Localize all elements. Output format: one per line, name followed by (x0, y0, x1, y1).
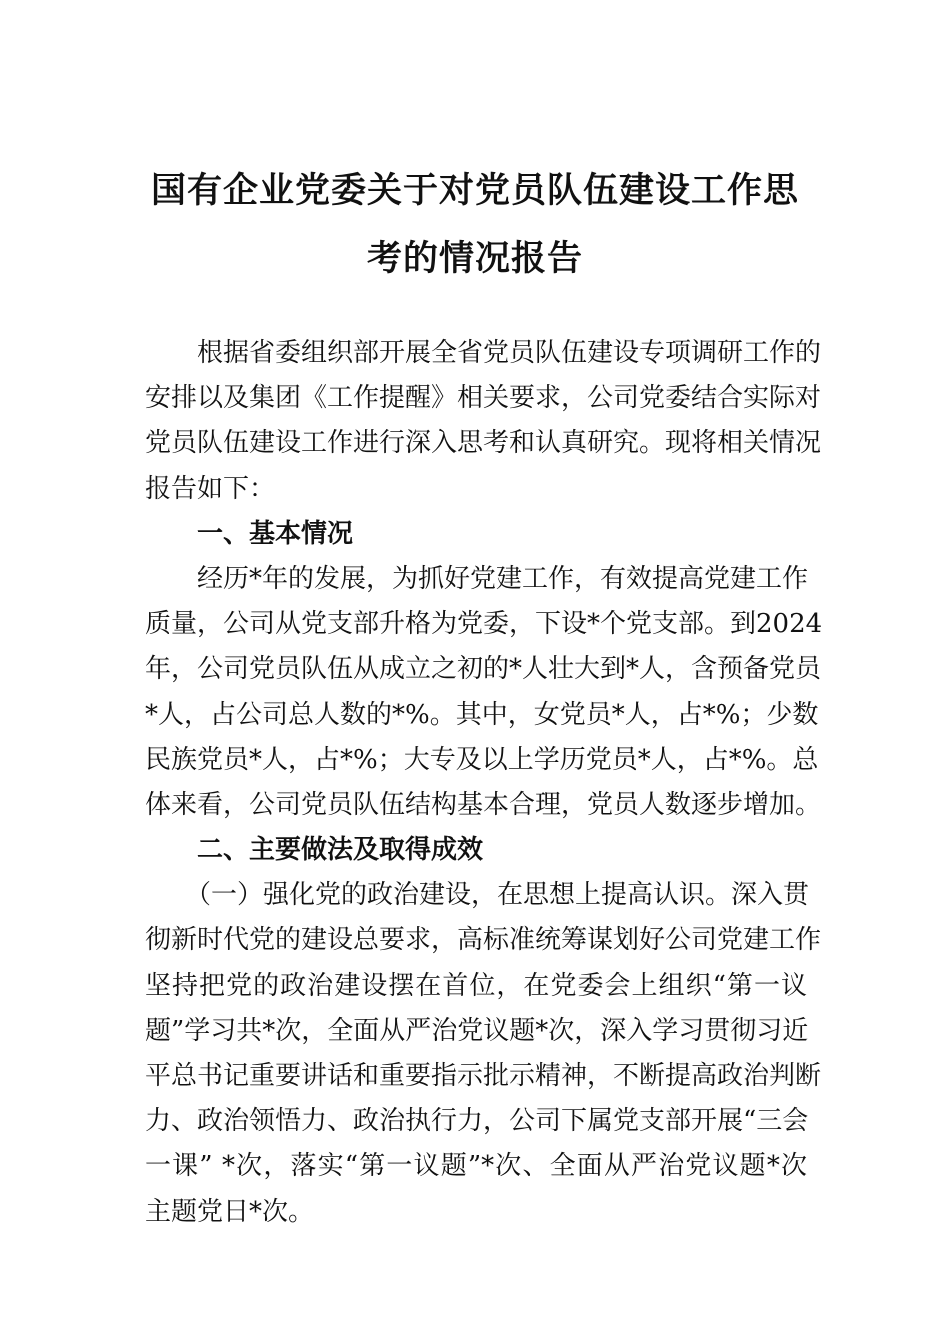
paragraph-line: 安排以及集团《工作提醒》相关要求，公司党委结合实际对 (145, 383, 822, 414)
paragraph-line: 主题党日*次。 (145, 1196, 315, 1227)
paragraph-line: 力、政治领悟力、政治执行力，公司下属党支部开展“三会 (145, 1106, 809, 1137)
paragraph-line: 根据省委组织部开展全省党员队伍建设专项调研工作的 (197, 338, 822, 368)
paragraph-line: 题”学习共*次，全面从严治党议题*次，深入学习贯彻习近 (145, 1015, 809, 1046)
paragraph-line: 年，公司党员队伍从成立之初的*人壮大到*人，含预备党员 (145, 654, 822, 685)
paragraph-line: 民族党员*人，占*%；大专及以上学历党员*人，占*%。总 (145, 744, 819, 775)
paragraph-line: 坚持把党的政治建设摆在首位，在党委会上组织“第一议 (145, 970, 807, 1001)
paragraph-line: （一）强化党的政治建设，在思想上提高认识。深入贯 (185, 880, 810, 911)
document-title-line-2: 考的情况报告 (366, 239, 583, 279)
paragraph-line: 体来看，公司党员队伍结构基本合理，党员人数逐步增加。 (145, 789, 822, 820)
paragraph-line: *人，占公司总人数的*%。其中，女党员*人，占*%；少数 (145, 699, 819, 730)
paragraph-line: 平总书记重要讲话和重要指示批示精神，不断提高政治判断 (145, 1061, 822, 1091)
section-heading-main-practices: 二、主要做法及取得成效 (197, 835, 484, 866)
paragraph-line: 质量，公司从党支部升格为党委，下设*个党支部。到2024 (145, 609, 823, 640)
paragraph-line: 经历*年的发展，为抓好党建工作，有效提高党建工作 (197, 563, 809, 594)
paragraph-line: 彻新时代党的建设总要求，高标准统筹谋划好公司党建工作 (145, 925, 822, 956)
paragraph-line: 报告如下： (145, 473, 276, 504)
paragraph-line: 一课” *次，落实“第一议题”*次、全面从严治党议题*次 (145, 1151, 807, 1182)
document-body (145, 331, 823, 1235)
paragraph-line: 党员队伍建设工作进行深入思考和认真研究。现将相关情况 (145, 428, 822, 459)
section-heading-basic-situation: 一、基本情况 (197, 518, 354, 549)
document-title-line-1: 国有企业党委关于对党员队伍建设工作思 (150, 171, 799, 211)
